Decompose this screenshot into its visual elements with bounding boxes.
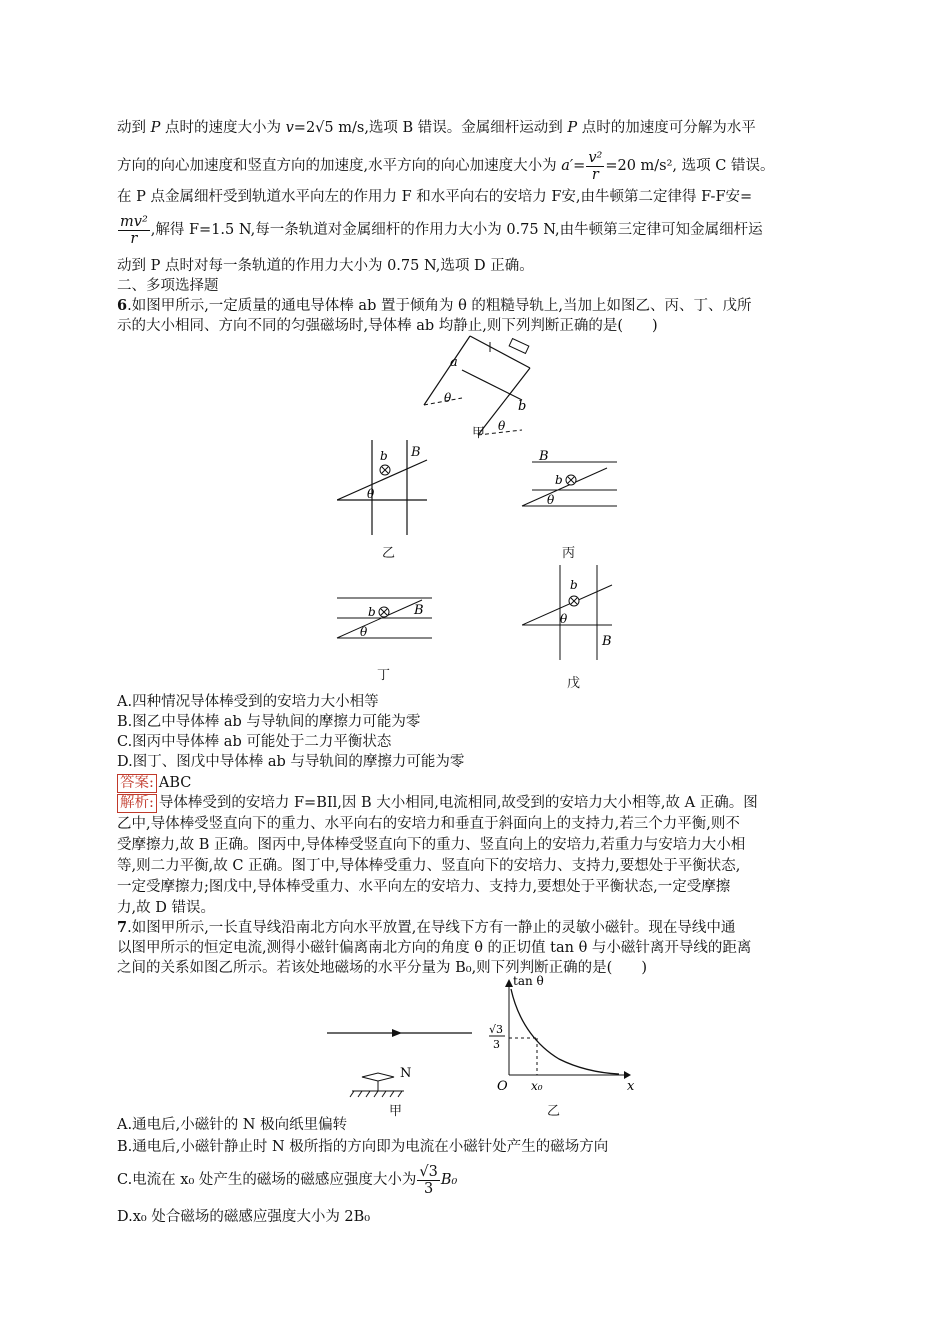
q6-option-c: C.图丙中导体棒 ab 可能处于二力平衡状态 <box>117 734 392 750</box>
svg-text:θ: θ <box>360 625 368 639</box>
q7-figure-yi <box>479 975 639 1093</box>
svg-text:b: b <box>368 605 376 619</box>
prev-solution-line-5: 动到 P 点时对每一条轨道的作用力大小为 0.75 N,选项 D 正确。 <box>117 258 534 274</box>
svg-text:B: B <box>539 450 549 464</box>
q6-stem-line-1: 6.如图甲所示,一定质量的通电导体棒 ab 置于倾角为 θ 的粗糙导轨上,当加上如图乙、丙、丁、戊所 <box>117 297 752 314</box>
q6-analysis-line-2: 乙中,导体棒受竖直向下的重力、水平向右的安培力和垂直于斜面向上的支持力,若三个力平衡,则不 <box>117 816 740 832</box>
svg-text:B: B <box>602 634 612 649</box>
svg-text:x₀: x₀ <box>531 1079 543 1093</box>
q6-caption-bing: 丙 <box>562 546 576 561</box>
svg-text:b: b <box>555 473 563 487</box>
q7-caption-jia: 甲 <box>389 1104 403 1119</box>
svg-text:tan θ: tan θ <box>513 975 544 988</box>
q6-answer: 答案: ABC <box>117 773 191 793</box>
q7-option-b: B.通电后,小磁针静止时 N 极所指的方向即为电流在小磁针处产生的磁场方向 <box>117 1139 609 1155</box>
prev-solution-line-4: $\frac{\text{mv²}}{r}$ ,解得 F=1.5 N,每一条轨道对金属细杆的作用力大小为 0.75 N,由牛顿第三定律可知金属细杆运 <box>120 213 763 247</box>
svg-text:O: O <box>497 1079 508 1093</box>
q6-option-d: D.图丁、图戊中导体棒 ab 与导轨间的摩擦力可能为零 <box>117 754 465 770</box>
q6-analysis-line-3: 受摩擦力,故 B 正确。图丙中,导体棒受竖直向下的重力、竖直向上的安培力,若重力与安培力大小相 <box>117 837 746 853</box>
section-title: 二、多项选择题 <box>117 278 219 294</box>
q6-figure-ding <box>332 588 442 648</box>
svg-text:√3: √3 <box>489 1023 504 1036</box>
q6-option-b: B.图乙中导体棒 ab 与导轨间的摩擦力可能为零 <box>117 714 421 730</box>
svg-text:θ: θ <box>560 612 568 626</box>
svg-text:b: b <box>570 578 578 592</box>
q7-option-c: C.电流在 x₀ 处产生的磁场的磁感应强度大小为 $\frac{√3}{3}$ B₀ <box>117 1163 458 1197</box>
q6-analysis-line-5: 一定受摩擦力;图戊中,导体棒受重力、水平向左的安培力、支持力,要想处于平衡状态,一定受摩擦 <box>117 879 731 895</box>
q6-analysis-line-1: 解析: 导体棒受到的安培力 F=BIl,因 B 大小相同,电流相同,故受到的安培力大小相等,故 A 正确。图 <box>117 793 758 813</box>
q6-figure-wu <box>522 565 632 665</box>
analysis-label: 解析: <box>117 794 157 813</box>
q6-figure-bing <box>517 450 627 510</box>
svg-text:θ: θ <box>444 391 452 405</box>
q7-option-a: A.通电后,小磁针的 N 极向纸里偏转 <box>117 1117 348 1133</box>
svg-text:B: B <box>411 445 421 460</box>
q6-caption-yi: 乙 <box>382 546 396 561</box>
svg-text:a: a <box>450 355 458 370</box>
q6-option-a: A.四种情况导体棒受到的安培力大小相等 <box>117 694 379 710</box>
q7-stem-line-3: 之间的关系如图乙所示。若该处地磁场的水平分量为 B₀,则下列判断正确的是( ) <box>117 960 647 976</box>
svg-text:θ: θ <box>498 419 506 433</box>
q6-stem-line-2: 示的大小相同、方向不同的匀强磁场时,导体棒 ab 均静止,则下列判断正确的是( ) <box>117 318 658 334</box>
prev-solution-line-1: 动到 P 点时的速度大小为 v=2√5 m/s,选项 B 错误。金属细杆运动到 P 点时的加速度可分解为水平 <box>117 120 756 136</box>
prev-solution-line-2: 方向的向心加速度和竖直方向的加速度,水平方向的向心加速度大小为 a′= $\frac{\text{v²}}{r}$ =20 m/s², 选项 C 错误。 <box>117 149 775 183</box>
q7-caption-yi: 乙 <box>547 1104 561 1119</box>
q6-caption-ding: 丁 <box>377 668 391 683</box>
q6-analysis-line-4: 等,则二力平衡,故 C 正确。图丁中,导体棒受重力、竖直向下的安培力、支持力,要想处于平衡状态, <box>117 858 741 874</box>
fraction-sqrt3-over-3: $\frac{√3}{3}$ <box>419 1163 438 1197</box>
q7-stem-line-1: 7.如图甲所示,一长直导线沿南北方向水平放置,在导线下方有一静止的灵敏小磁针。现在导线中通 <box>117 919 736 936</box>
svg-text:B: B <box>414 603 424 618</box>
q6-caption-jia: 甲 <box>472 426 486 441</box>
fraction-mv2-over-r: $\frac{\text{mv²}}{r}$ <box>120 213 148 247</box>
q6-analysis-line-6: 力,故 D 错误。 <box>117 900 215 916</box>
svg-text:N: N <box>400 1066 412 1081</box>
prev-solution-line-3: 在 P 点金属细杆受到轨道水平向左的作用力 F 和水平向右的安培力 F安,由牛顿第二定律得 F-F安= <box>117 189 753 205</box>
q6-caption-wu: 戊 <box>567 676 581 691</box>
svg-text:θ: θ <box>367 487 375 501</box>
q6-figure-yi <box>337 440 457 536</box>
svg-text:x: x <box>627 1079 635 1093</box>
answer-label: 答案: <box>117 774 157 793</box>
svg-text:b: b <box>518 399 527 414</box>
svg-text:b: b <box>380 449 388 463</box>
svg-text:3: 3 <box>493 1038 500 1051</box>
svg-text:θ: θ <box>547 493 555 507</box>
q7-stem-line-2: 以图甲所示的恒定电流,测得小磁针偏离南北方向的角度 θ 的正切值 tan θ 与小磁针离开导线的距离 <box>117 940 752 956</box>
fraction-v2-over-r: $\frac{\text{v²}}{r}$ <box>588 149 603 183</box>
q7-option-d: D.x₀ 处合磁场的磁感应强度大小为 2B₀ <box>117 1209 371 1225</box>
